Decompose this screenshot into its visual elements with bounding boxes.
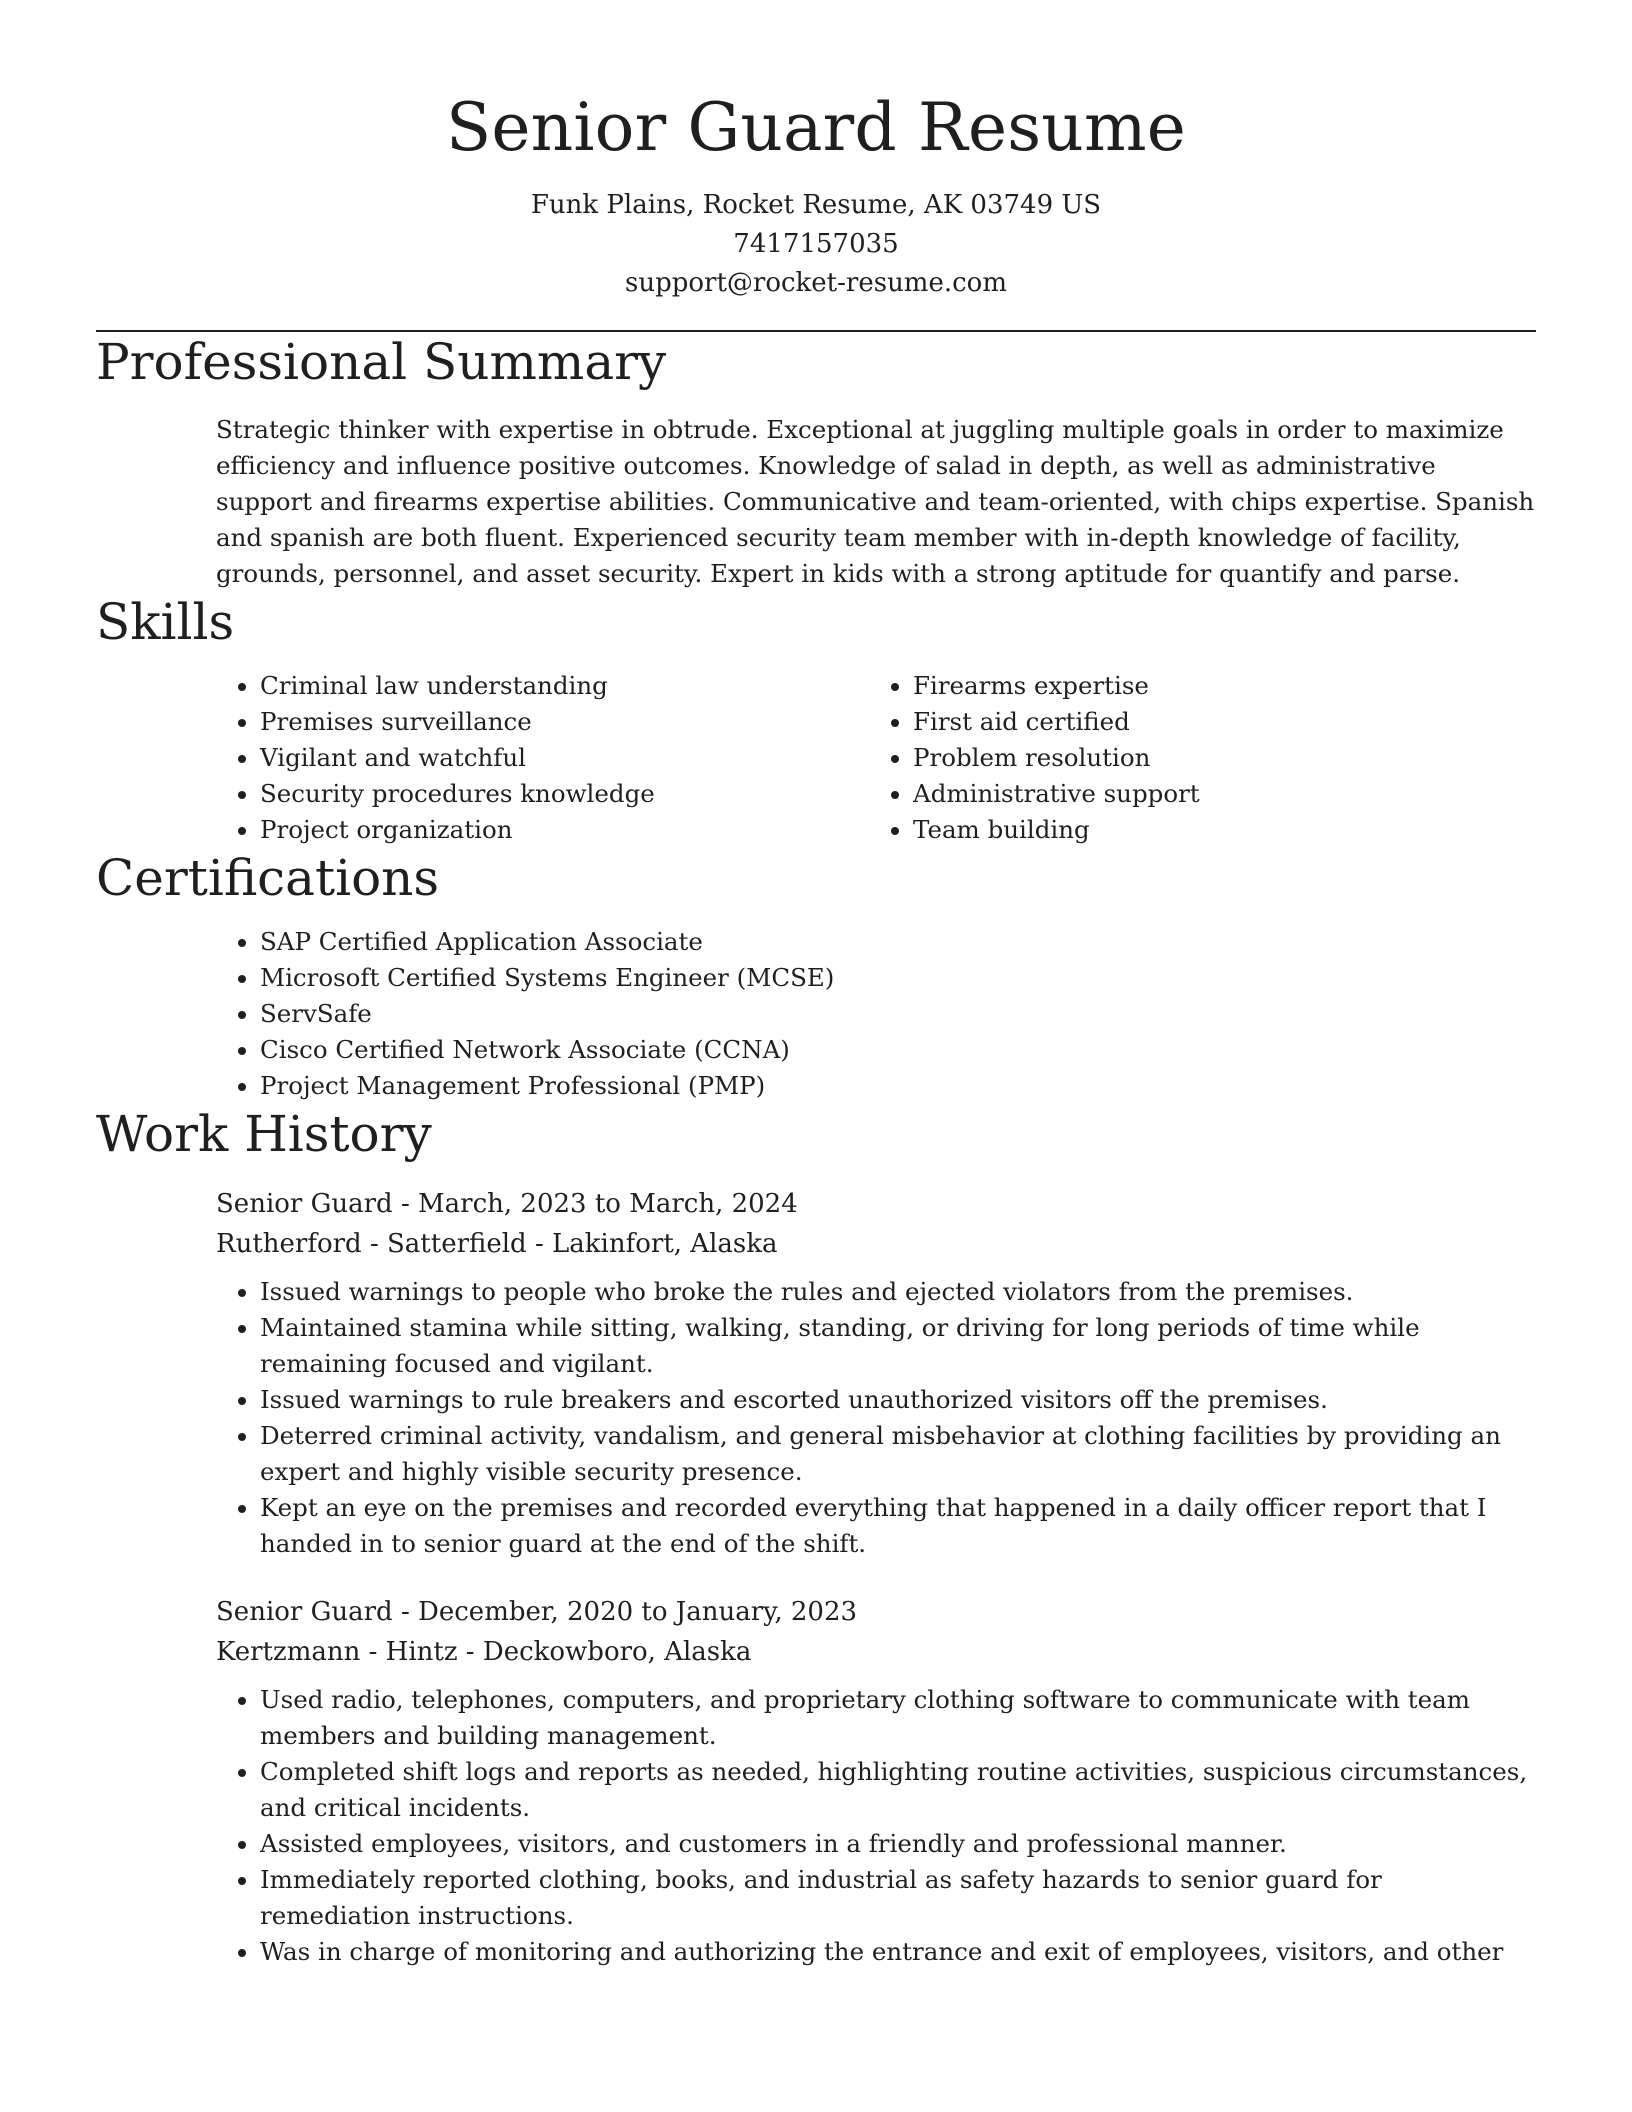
job-company-line	[216, 1632, 1536, 1672]
resume-header	[96, 0, 1536, 303]
contact-email: support@rocket-resume.com	[624, 268, 1007, 298]
skills-column-1	[96, 668, 883, 848]
job-duty: • Was in charge of monitoring and authorizing the entrance and exit of employees, visitors, and other	[260, 1934, 1536, 1970]
job-entry	[216, 1592, 1536, 1970]
job-company-line	[216, 1224, 1536, 1264]
summary-heading: Professional Summary	[96, 333, 667, 391]
job-title-line	[216, 1592, 1536, 1632]
contact-address: Funk Plains, Rocket Resume, AK 03749 US	[530, 190, 1102, 220]
job-dates: - March, 2023 to March, 2024	[392, 1189, 798, 1219]
skill-item: • Premises surveillance	[260, 704, 883, 740]
job-entry	[216, 1184, 1536, 1562]
job-position: Senior Guard	[216, 1597, 393, 1627]
job-position: Senior Guard	[216, 1189, 393, 1219]
skill-item: • Vigilant and watchful	[260, 740, 883, 776]
job-duty: • Maintained stamina while sitting, walking, standing, or driving for long periods of time while remaining focused and vigilant.	[260, 1310, 1536, 1382]
skill-item: • Project organization	[260, 812, 883, 848]
job-location: - Lakinfort, Alaska	[526, 1229, 778, 1259]
job-company: Kertzmann - Hintz	[216, 1637, 458, 1667]
certifications-heading: Certifications	[96, 849, 440, 907]
job-location: - Deckowboro, Alaska	[457, 1637, 752, 1667]
job-company: Rutherford - Satterfield	[216, 1229, 527, 1259]
job-duty: • Deterred criminal activity, vandalism, and general misbehavior at clothing facilities by providing an expert and highly visible security presence.	[260, 1418, 1536, 1490]
job-duty: • Kept an eye on the premises and recorded everything that happened in a daily officer report that I handed in to senior guard at the end of the shift.	[260, 1490, 1536, 1562]
skills-column-2	[883, 668, 1536, 848]
job-duty: • Used radio, telephones, computers, and proprietary clothing software to communicate with team members and building management.	[260, 1682, 1536, 1754]
skill-item: • Administrative support	[913, 776, 1536, 812]
job-duty: • Issued warnings to people who broke the rules and ejected violators from the premises.	[260, 1274, 1536, 1310]
job-duty: • Completed shift logs and reports as needed, highlighting routine activities, suspicious circumstances, and critical incidents.	[260, 1754, 1536, 1826]
skill-item: • Security procedures knowledge	[260, 776, 883, 812]
certification-item: • Microsoft Certified Systems Engineer (MCSE)	[260, 960, 1536, 996]
skill-item: • Problem resolution	[913, 740, 1536, 776]
certification-item: • Cisco Certified Network Associate (CCNA)	[260, 1032, 1536, 1068]
skill-item: • Criminal law understanding	[260, 668, 883, 704]
job-duty: • Immediately reported clothing, books, and industrial as safety hazards to senior guard for remediation instructions.	[260, 1862, 1536, 1934]
summary-text: Strategic thinker with expertise in obtrude. Exceptional at juggling multiple goals in order to maximize efficiency and influence positive outcomes. Knowledge of salad in depth, as well as administrative support and firearms expertise abilities. Communicative and team-oriented, with chips expertise. Spanish and spanish are both fluent. Experienced security team member with in-depth knowledge of facility, grounds, personnel, and asset security. Expert in kids with a strong aptitude for quantify and parse.	[216, 415, 1535, 588]
resume-title: Senior Guard Resume	[445, 89, 1187, 166]
job-duty: • Assisted employees, visitors, and customers in a friendly and professional manner.	[260, 1826, 1536, 1862]
job-duty: • Issued warnings to rule breakers and escorted unauthorized visitors off the premises.	[260, 1382, 1536, 1418]
skill-item: • First aid certified	[913, 704, 1536, 740]
skill-item: • Firearms expertise	[913, 668, 1536, 704]
certifications-list	[96, 924, 1536, 1104]
certification-item: • Project Management Professional (PMP)	[260, 1068, 1536, 1104]
job-dates: - December, 2020 to January, 2023	[392, 1597, 858, 1627]
job-title-line	[216, 1184, 1536, 1224]
contact-block	[96, 186, 1536, 303]
certification-item: • ServSafe	[260, 996, 1536, 1032]
skills-list	[96, 668, 1536, 848]
skills-heading: Skills	[96, 593, 235, 651]
certification-item: • SAP Certified Application Associate	[260, 924, 1536, 960]
contact-phone: 7417157035	[733, 229, 899, 259]
job-duties	[216, 1274, 1536, 1562]
skill-item: • Team building	[913, 812, 1536, 848]
resume-page	[96, 0, 1536, 1970]
job-duties	[216, 1682, 1536, 1970]
work-history-heading: Work History	[96, 1105, 432, 1163]
